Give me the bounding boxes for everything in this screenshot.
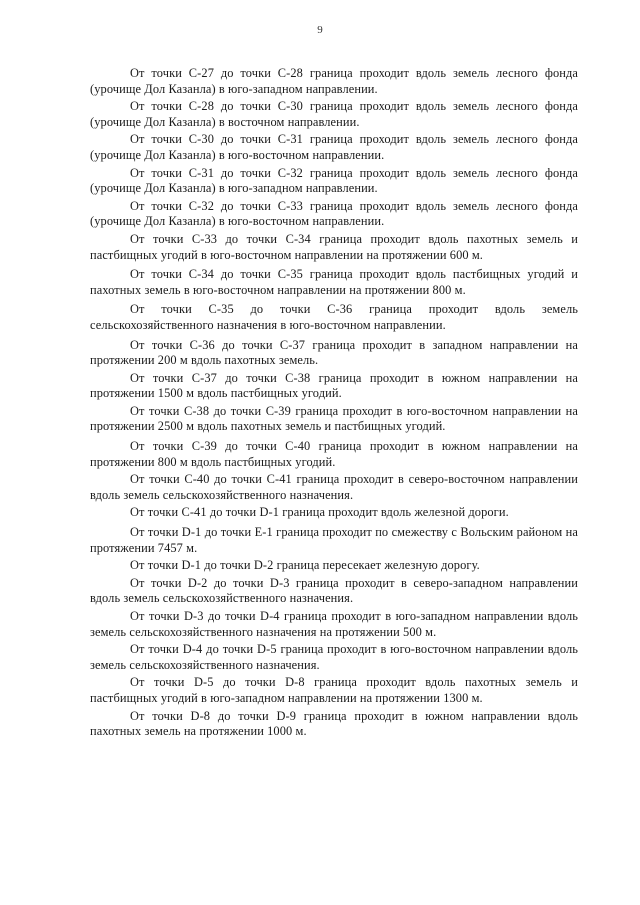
paragraph: От точки С-34 до точки С-35 граница проходит вдоль пастбищных угодий и пахотных земель в юго-восточном направлении на протяжении 800 м. — [90, 267, 578, 297]
paragraph: От точки D-5 до точки D-8 граница проходит вдоль пахотных земель и пастбищных угодий в юго-западном направлении на протяжении 1300 м. — [90, 675, 578, 705]
paragraph: От точки С-27 до точки С-28 граница проходит вдоль земель лесного фонда (урочище Дол Казанла) в юго-западном направлении. — [90, 66, 578, 96]
paragraph: От точки D-4 до точки D-5 граница проходит в юго-восточном направлении вдоль земель сельскохозяйственного назначения. — [90, 642, 578, 672]
paragraph: От точки D-1 до точки D-2 граница пересекает железную дорогу. — [130, 558, 480, 573]
paragraph: От точки С-38 до точки С-39 граница проходит в юго-восточном направлении на протяжении 2500 м вдоль пахотных земель и пастбищных угодий. — [90, 403, 578, 434]
paragraph: От точки С-33 до точки С-34 граница проходит вдоль пахотных земель и пастбищных угодий в юго-восточном направлении на протяжении 600 м. — [90, 231, 578, 262]
paragraph: От точки С-39 до точки С-40 граница проходит в южном направлении на протяжении 800 м вдоль пастбищных угодий. — [90, 439, 578, 469]
paragraph: От точки С-31 до точки С-32 граница проходит вдоль земель лесного фонда (урочище Дол Казанла) в юго-западном направлении. — [90, 165, 578, 196]
paragraph: От точки С-30 до точки С-31 граница проходит вдоль земель лесного фонда (урочище Дол Казанла) в юго-восточном направлении. — [90, 132, 578, 162]
paragraph: От точки С-28 до точки С-30 граница проходит вдоль земель лесного фонда (урочище Дол Казанла) в восточном направлении. — [90, 99, 578, 129]
paragraph: От точки D-8 до точки D-9 граница проходит в южном направлении вдоль пахотных земель на протяжении 1000 м. — [90, 708, 578, 739]
paragraph: От точки D-1 до точки Е-1 граница проходит по смежеству с Вольским районом на протяжении 7457 м. — [90, 525, 578, 555]
paragraph: От точки С-36 до точки С-37 граница проходит в западном направлении на протяжении 200 м вдоль пахотных земель. — [90, 337, 578, 368]
paragraph: От точки С-40 до точки С-41 граница проходит в северо-восточном направлении вдоль земель сельскохозяйственного назначения. — [90, 472, 578, 502]
paragraph: От точки С-37 до точки С-38 граница проходит в южном направлении на протяжении 1500 м вдоль пастбищных угодий. — [90, 370, 578, 401]
paragraph: От точки D-2 до точки D-3 граница проходит в северо-западном направлении вдоль земель сельскохозяйственного назначения. — [90, 575, 578, 606]
paragraph: От точки D-3 до точки D-4 граница проходит в юго-западном направлении вдоль земель сельскохозяйственного назначения на протяжении 500 м. — [90, 609, 578, 639]
document-body — [90, 66, 578, 742]
paragraph: От точки С-35 до точки С-36 граница проходит вдоль земель сельскохозяйственного назначения в юго-восточном направлении. — [90, 302, 578, 332]
page-number: 9 — [317, 24, 323, 36]
paragraph: От точки С-41 до точки D-1 граница проходит вдоль железной дороги. — [130, 505, 509, 520]
paragraph: От точки С-32 до точки С-33 граница проходит вдоль земель лесного фонда (урочище Дол Казанла) в юго-восточном направлении. — [90, 198, 578, 229]
